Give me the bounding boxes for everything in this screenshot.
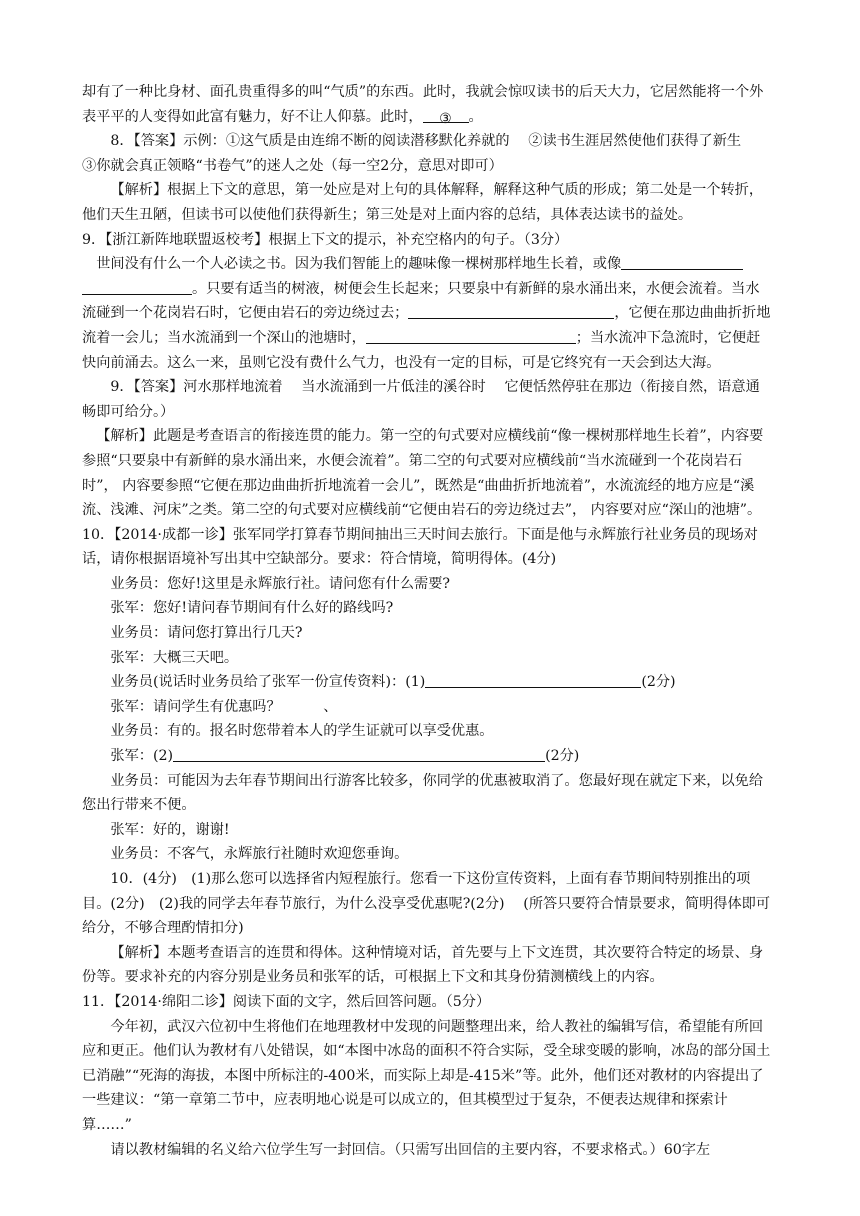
text: 世间没有什么一个人必读之书。因为我们智能上的趣味像一棵树那样地生长着，或像 xyxy=(96,256,622,273)
question-11-task: 请以教材编辑的名义给六位学生写一封回信。（只需写出回信的主要内容，不要求格式。）60字左 xyxy=(110,1141,711,1158)
dialog-line: 业务员：不客气，永辉旅行社随时欢迎您垂询。 xyxy=(110,846,409,863)
text: ，它便在那边曲曲折折地流着一会儿；当水流涌到一个深山的池塘时， xyxy=(82,305,771,346)
dialog-line: 张军：您好!请问春节期间有什么好的路线吗? xyxy=(110,600,394,617)
score: (2分) xyxy=(641,674,676,691)
question-11-passage: 今年初，武汉六位初中生将他们在地理教材中发现的问题整理出来，给人教社的编辑写信，希望能有所回应和更正。他们认为教材有八处错误，如“本图中冰岛的面积不符合实际，受全球变暖的影响，冰岛的部分国土已消融”“死海的海拔，本图中所标注的-400米，而实际上却是-415米”等。此外，他们还对教材的内容提出了一些建议：“第一章第二节中，应表明地心说是可以成立的，但其模型过于复杂，不便表达规律和探索计算……” xyxy=(82,1018,771,1133)
answer-blank xyxy=(408,303,614,319)
dialog-line: 业务员：可能因为去年春节期间出行游客比较多，你同学的优惠被取消了。您最好现在就定下来，以免给您出行带来不便。 xyxy=(82,772,764,814)
dialog-line xyxy=(82,744,772,769)
analysis-8: 【解析】根据上下文的意思，第一处应是对上句的具体解释，解释这种气质的形成；第二处是一个转折，他们天生丑陋，但读书可以使他们获得新生；第三处是对上面内容的总结，具体表达读书的益处。 xyxy=(82,182,764,223)
dialog-line: 业务员：请问您打算出行几天? xyxy=(110,625,303,642)
dialog-line: 业务员：您好!这里是永辉旅行社。请问您有什么需要? xyxy=(110,575,451,592)
analysis-10: 【解析】本题考查语言的连贯和得体。这种情境对话，首先要与上下文连贯，其次要符合特定的场景、身份等。要求补充的内容分别是业务员和张军的话，可根据上下文和其身份猜测横线上的内容。 xyxy=(82,944,764,986)
answer-8: 8．【答案】示例：①这气质是由连绵不断的阅读潜移默化养就的 ②读书生涯居然使他们获得了新生 ③你就会真正领略“书卷气”的迷人之处（每一空2分，意思对即可） xyxy=(82,133,760,174)
text: 张军：(2) xyxy=(110,748,174,765)
answer-blank xyxy=(82,279,192,295)
score: (2分) xyxy=(545,748,580,765)
answer-9: 9．【答案】河水那样地流着 当水流涌到一片低洼的溪谷时 它便恬然停驻在那边（衔接自然，语意通畅即可给分。） xyxy=(82,379,760,420)
dialog-line: 张军：大概三天吧。 xyxy=(110,649,239,666)
document-page xyxy=(82,80,772,1162)
question-9-heading: 9．【浙江新阵地联盟返校考】根据上下文的提示，补充空格内的句子。（3分） xyxy=(82,231,569,248)
text: 却有了一种比身材、面孔贵重得多的叫“气质”的东西。此时，我就会惊叹读书的后天大力，它居然能将一个外表平平的人变得如此富有魅力，好不让人仰慕。此时， xyxy=(82,84,764,125)
text: 。 xyxy=(468,108,483,125)
answer-blank xyxy=(621,254,743,270)
answer-10: 10．(4分) (1)那么您可以选择省内短程旅行。您看一下这份宣传资料，上面有春节期间特别推出的项目。(2分) (2)我的同学去年春节旅行，为什么没享受优惠呢?(2分) (所答只要符合情景要求，简明得体即可给分，不够合理酌情扣分) xyxy=(82,871,771,937)
analysis-9: 【解析】此题是考查语言的衔接连贯的能力。第一空的句式要对应横线前“像一棵树那样地生长着”，内容要参照“只要泉中有新鲜的泉水涌出来，水便会流着”。第二空的句式要对应横线前“当水流碰到一个花岗岩石时”， 内容要参照“它便在那边曲曲折折地流着一会儿”，既然是“曲曲折折地流着”，水流流经的地方应是“溪流、浅滩、河床”之类。第二空的句式要对应横线前“它便由岩石的旁边绕过去”， 内容要对应“深山的池塘”。 xyxy=(82,428,764,519)
text: 业务员(说话时业务员给了张军一份宣传资料)：(1) xyxy=(110,674,426,691)
question-11-heading: 11．【2014·绵阳二诊】阅读下面的文字，然后回答问题。（5分） xyxy=(82,993,491,1010)
answer-blank xyxy=(423,107,469,127)
dialog-line: 张军：请问学生有优惠吗？ 、 xyxy=(110,698,338,715)
blank-marker: ③ xyxy=(439,110,452,127)
dialog-line: 业务员：有的。报名时您带着本人的学生证就可以享受优惠。 xyxy=(110,723,494,740)
answer-blank xyxy=(366,328,576,344)
paragraph-reading-passage-end xyxy=(82,80,772,129)
answer-blank xyxy=(173,746,545,762)
text: 。只要有适当的树液，树便会生长起来；只要泉中有新鲜的泉水涌出来，水便会流着。当水流碰到一个花岗岩石时，它便由岩石的旁边绕过去； xyxy=(82,280,760,322)
question-9-passage xyxy=(82,252,772,375)
text: ；当水流冲下急流时，它便赶快向前涌去。这么一来，虽则它没有费什么气力，也没有一定的目标，可是它终究有一天会到达大海。 xyxy=(82,329,761,371)
question-10-heading: 10．【2014·成都一诊】张军同学打算春节期间抽出三天时间去旅行。下面是他与永辉旅行社业务员的现场对话，请你根据语境补写出其中空缺部分。要求：符合情境，简明得体。(4分) xyxy=(82,526,758,568)
dialog-line xyxy=(82,670,772,695)
answer-blank xyxy=(425,672,641,688)
dialog-line: 张军：好的，谢谢! xyxy=(110,821,230,838)
